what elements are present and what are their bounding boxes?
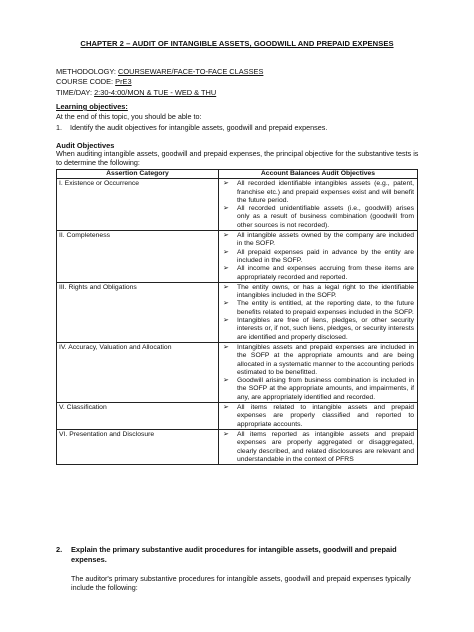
arrow-bullet-icon: ➢ <box>223 300 229 308</box>
arrow-bullet-icon: ➢ <box>223 343 229 351</box>
objectives-cell <box>219 231 418 283</box>
table-header-row <box>57 170 418 179</box>
learning-objectives-intro: At the end of this topic, you should be able to: <box>56 112 202 121</box>
item-text: Identify the audit objectives for intangible assets, goodwill and prepaid expenses. <box>70 123 328 132</box>
objectives-cell <box>219 429 418 464</box>
assertion-category: IV. Accuracy, Valuation and Allocation <box>57 342 219 402</box>
course-code-line <box>56 77 263 87</box>
time-day-value: 2:30-4:00/MON & TUE - WED & THU <box>94 87 217 97</box>
audit-objectives-intro: When auditing intangible assets, goodwill and prepaid expenses, the principal objective for the substantive tests is to determine the following: <box>56 149 419 167</box>
assertion-category: I. Existence or Occurrence <box>57 179 219 231</box>
assertion-category: VI. Presentation and Disclosure <box>57 429 219 464</box>
objective-item: ➢ The entity is entitled, at the reporting date, to the future benefits related to prepaid expenses included in the SOFP. <box>223 300 414 316</box>
course-meta <box>56 67 263 98</box>
course-code-value: PrE3 <box>115 77 132 87</box>
objective-item: ➢ All prepaid expenses paid in advance by the entity are included in the SOFP. <box>223 248 414 264</box>
objectives-cell <box>219 342 418 402</box>
table-row <box>57 403 418 430</box>
objective-item: ➢ All recorded identifiable intangibles assets (e.g., patent, franchise etc.) and prepaid expenses exist and will benefit the future period. <box>223 180 414 204</box>
methodology-label: METHODOLOGY: <box>56 67 119 76</box>
question-2 <box>56 545 422 564</box>
question-text: Explain the primary substantive audit procedures for intangible assets, goodwill and prepaid expenses. <box>71 545 397 564</box>
table-row <box>57 429 418 464</box>
arrow-bullet-icon: ➢ <box>223 377 229 385</box>
objective-item: ➢ The entity owns, or has a legal right to the identifiable intangibles included in the SOFP. <box>223 283 414 300</box>
methodology-line <box>56 67 263 77</box>
arrow-bullet-icon: ➢ <box>223 180 229 188</box>
chapter-title: CHAPTER 2 – AUDIT OF INTANGIBLE ASSETS, GOODWILL AND PREPAID EXPENSES <box>80 39 394 48</box>
objective-item: ➢ All income and expenses accruing from these items are appropriately recorded and reported. <box>223 265 414 281</box>
objective-item: ➢ All items related to intangible assets and prepaid expenses are properly classified and reported to appropriate accounts. <box>223 404 414 428</box>
objectives-cell <box>219 282 418 342</box>
time-day-line <box>56 88 263 98</box>
question-number: 2. <box>56 545 63 554</box>
objective-item: ➢ All recorded unidentifiable assets (i.e., goodwill) arises only as a result of business combination (goodwill from other sources is not recorded). <box>223 205 414 229</box>
assertion-category: III. Rights and Obligations <box>57 282 219 342</box>
table-row <box>57 231 418 283</box>
table-row <box>57 342 418 402</box>
assertion-category: II. Completeness <box>57 231 219 283</box>
arrow-bullet-icon: ➢ <box>223 265 229 273</box>
course-code-label: COURSE CODE: <box>56 77 116 87</box>
time-day-label: TIME/DAY: <box>56 87 95 97</box>
objectives-cell <box>219 179 418 231</box>
audit-objectives-table <box>56 169 418 465</box>
header-audit-objectives: Account Balances Audit Objectives <box>219 170 418 179</box>
arrow-bullet-icon: ➢ <box>223 430 229 438</box>
arrow-bullet-icon: ➢ <box>223 205 229 213</box>
learning-objective-item <box>56 123 327 132</box>
objectives-cell <box>219 403 418 430</box>
header-assertion-category: Assertion Category <box>57 170 219 179</box>
question-2-paragraph: The auditor's primary substantive procedures for intangible assets, goodwill and prepaid expenses typically include the following: <box>71 574 411 593</box>
audit-objectives-heading: Audit Objectives <box>56 141 115 150</box>
table-row <box>57 282 418 342</box>
objective-item: ➢ Intangibles assets and prepaid expenses are included in the SOFP at the appropriate amounts and are being allocated in a systematic manner to the accounting periods estimated to be benefitted. <box>223 343 414 376</box>
assertion-category: V. Classification <box>57 403 219 430</box>
table-row <box>57 179 418 231</box>
objective-item: ➢ All intangible assets owned by the company are included in the SOFP. <box>223 232 414 248</box>
item-number: 1. <box>56 123 62 132</box>
learning-objectives-heading: Learning objectives: <box>56 102 128 111</box>
objective-item: ➢ All items reported as intangible assets and prepaid expenses are properly aggregated or disaggregated, clearly described, and related disclosures are relevant and understandable in the context of PFRS <box>223 430 414 463</box>
arrow-bullet-icon: ➢ <box>223 248 229 256</box>
arrow-bullet-icon: ➢ <box>223 283 229 291</box>
objective-item: ➢ Intangibles are free of liens, pledges, or other security interests or, if not, such liens, pledges, or security interests are identified and properly disclosed. <box>223 317 414 341</box>
arrow-bullet-icon: ➢ <box>223 317 229 325</box>
methodology-value: COURSEWARE/FACE-TO-FACE CLASSES <box>118 67 264 76</box>
arrow-bullet-icon: ➢ <box>223 232 229 240</box>
objective-item: ➢ Goodwill arising from business combination is included in the SOFP at the appropriate amounts, and impairments, if any, are appropriately identified and recorded. <box>223 377 414 401</box>
arrow-bullet-icon: ➢ <box>223 404 229 412</box>
